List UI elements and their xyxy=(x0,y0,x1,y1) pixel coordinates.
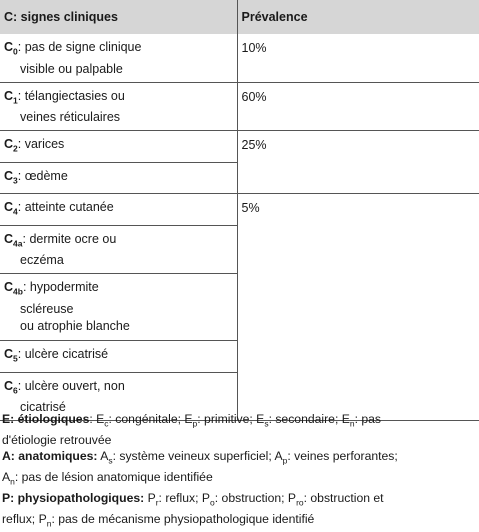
c4a-line2: eczéma xyxy=(20,253,64,267)
table-row xyxy=(0,34,479,82)
c6-line2: cicatrisé xyxy=(20,400,66,414)
c4b-line3: ou atrophie blanche xyxy=(20,318,130,333)
code-c0: $C_0$ xyxy=(4,40,18,57)
prevalence-c2-c3: 25% xyxy=(237,131,479,194)
legend-pathophysiology: P: physiopathologiques: $P_r$: reflux; $P_o$: obstruction; $P_{ro}$: obstruction et reflux; $P_n$: pas de mécanisme physiopathologique identifié xyxy=(2,490,384,529)
c5-line1: : ulcère cicatrisé xyxy=(17,347,109,361)
code-c6: $C_6$ xyxy=(4,378,18,395)
row-c4a-sign xyxy=(0,225,237,274)
c4b-line1: : hypodermite xyxy=(22,280,99,294)
c1-line2: veines réticulaires xyxy=(20,110,121,124)
table-header-row xyxy=(0,0,479,34)
table-row xyxy=(0,131,479,163)
c2-line1: : varices xyxy=(17,137,65,151)
code-c5: $C_5$ xyxy=(4,347,18,364)
c0-line1: : pas de signe clinique xyxy=(17,40,142,54)
row-c4b-sign xyxy=(0,274,237,341)
code-c4: $C_4$ xyxy=(4,200,18,217)
code-c3: $C_3$ xyxy=(4,168,18,185)
c4-line1: : atteinte cutanée xyxy=(17,200,114,214)
row-c5-sign xyxy=(0,341,237,373)
prevalence-c4-c6: 5% xyxy=(237,194,479,421)
row-c4-sign xyxy=(0,194,237,226)
row-c3-sign xyxy=(0,162,237,194)
legend-anatomy: A: anatomiques: $A_s$: système veineux superficiel; $A_p$: veines perforantes; $A_n$: pas de lésion anatomique identifiée xyxy=(2,449,398,487)
c3-line1: : œdème xyxy=(17,168,68,183)
table-row xyxy=(0,82,479,131)
code-c4a: $C_{4a}$ xyxy=(4,231,23,248)
code-c4b: $C_{4b}$ xyxy=(4,280,23,297)
c4b-line2: scléreuse xyxy=(20,301,74,316)
code-c2: $C_2$ xyxy=(4,137,18,154)
table-row xyxy=(0,194,479,226)
row-c1-sign xyxy=(0,82,237,131)
c1-line1: : télangiectasies ou xyxy=(17,88,125,103)
prevalence-c1: 60% xyxy=(237,82,479,131)
header-prevalence: Prévalence xyxy=(237,0,479,34)
header-clinical-signs: C: signes cliniques xyxy=(0,0,237,34)
c0-line2: visible ou palpable xyxy=(20,61,123,76)
prevalence-c0: 10% xyxy=(237,34,479,82)
code-c1: $C_1$ xyxy=(4,88,18,105)
c6-line1: : ulcère ouvert, non xyxy=(17,378,125,393)
ceap-legend xyxy=(2,411,474,532)
c4a-line1: : dermite ocre ou xyxy=(22,231,117,246)
row-c0-sign xyxy=(0,34,237,82)
row-c2-sign xyxy=(0,131,237,163)
legend-etiology: E: étiologiques: $E_c$: congénitale; $E_p$: primitive; $E_s$: secondaire; $E_n$: pas d'étiologie retrouvée xyxy=(2,412,382,447)
